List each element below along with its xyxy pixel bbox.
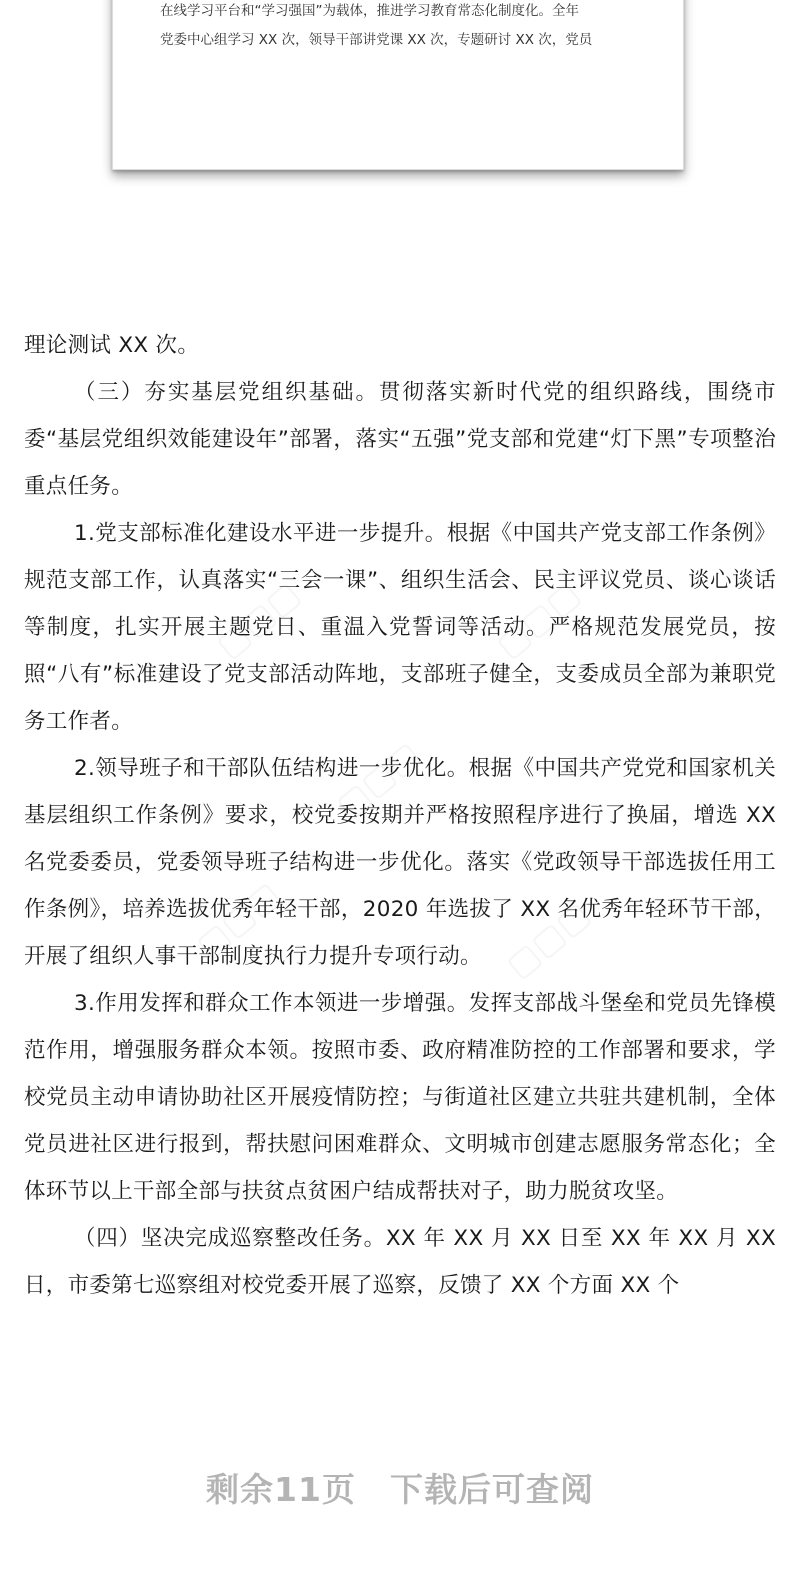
paragraph: 3.作用发挥和群众工作本领进一步增强。发挥支部战斗堡垒和党员先锋模范作用，增强服务群众本领。按照市委、政府精准防控的工作部署和要求，学校党员主动申请协助社区开展疫情防控；与街道社区建立共驻共建机制，全体党员进社区进行报到，帮扶慰问困难群众、文明城市创建志愿服务常态化；全体环节以上干部全部与扶贫点贫困户结成帮扶对子，助力脱贫攻坚。	[24, 991, 776, 1204]
paragraph: 理论测试 XX 次。	[24, 333, 200, 358]
watermark: ▢▢▢	[208, 573, 308, 667]
paragraph: （四）坚决完成巡察整改任务。XX 年 XX 月 XX 日至 XX 年 XX 月 XX 日，市委第七巡察组对校党委开展了巡察，反馈了 XX 个方面 XX 个	[24, 1226, 776, 1298]
document-preview-card	[112, 0, 684, 170]
paragraph: 2.领导班子和干部队伍结构进一步优化。根据《中国共产党党和国家机关基层组织工作条例》要求，校党委按期并严格按照程序进行了换届，增选 XX 名党委委员，党委领导班子结构进一步优化。落实《党政领导干部选拔任用工作条例》，培养选拔优秀年轻干部，2020 年选拔了 XX 名优秀年轻环节干部，开展了组织人事干部制度执行力提升专项行动。	[24, 756, 776, 969]
preview-line: 在线学习平台和“学习强国”为载体，推进学习教育常态化制度化。全年	[160, 3, 579, 19]
preview-line: 党委中心组学习 XX 次，领导干部讲党课 XX 次，专题研讨 XX 次，党员	[160, 32, 593, 48]
remaining-pages-notice[interactable]: 剩余11页 下载后可查阅	[206, 1470, 594, 1509]
watermark: ▢▢▢	[498, 893, 598, 987]
watermark: ▢▢▢	[328, 733, 428, 827]
paragraph: （三）夯实基层党组织基础。贯彻落实新时代党的组织路线，围绕市委“基层党组织效能建设年”部署，落实“五强”党支部和党建“灯下黑”专项整治重点任务。	[24, 380, 776, 499]
watermark: ▢▢▢	[488, 573, 588, 667]
watermark: ▢▢▢	[188, 873, 288, 967]
document-body	[24, 322, 776, 1309]
paragraph: 1.党支部标准化建设水平进一步提升。根据《中国共产党支部工作条例》规范支部工作，认真落实“三会一课”、组织生活会、民主评议党员、谈心谈话等制度，扎实开展主题党日、重温入党誓词等活动。严格规范发展党员，按照“八有”标准建设了党支部活动阵地，支部班子健全，支委成员全部为兼职党务工作者。	[24, 521, 776, 734]
